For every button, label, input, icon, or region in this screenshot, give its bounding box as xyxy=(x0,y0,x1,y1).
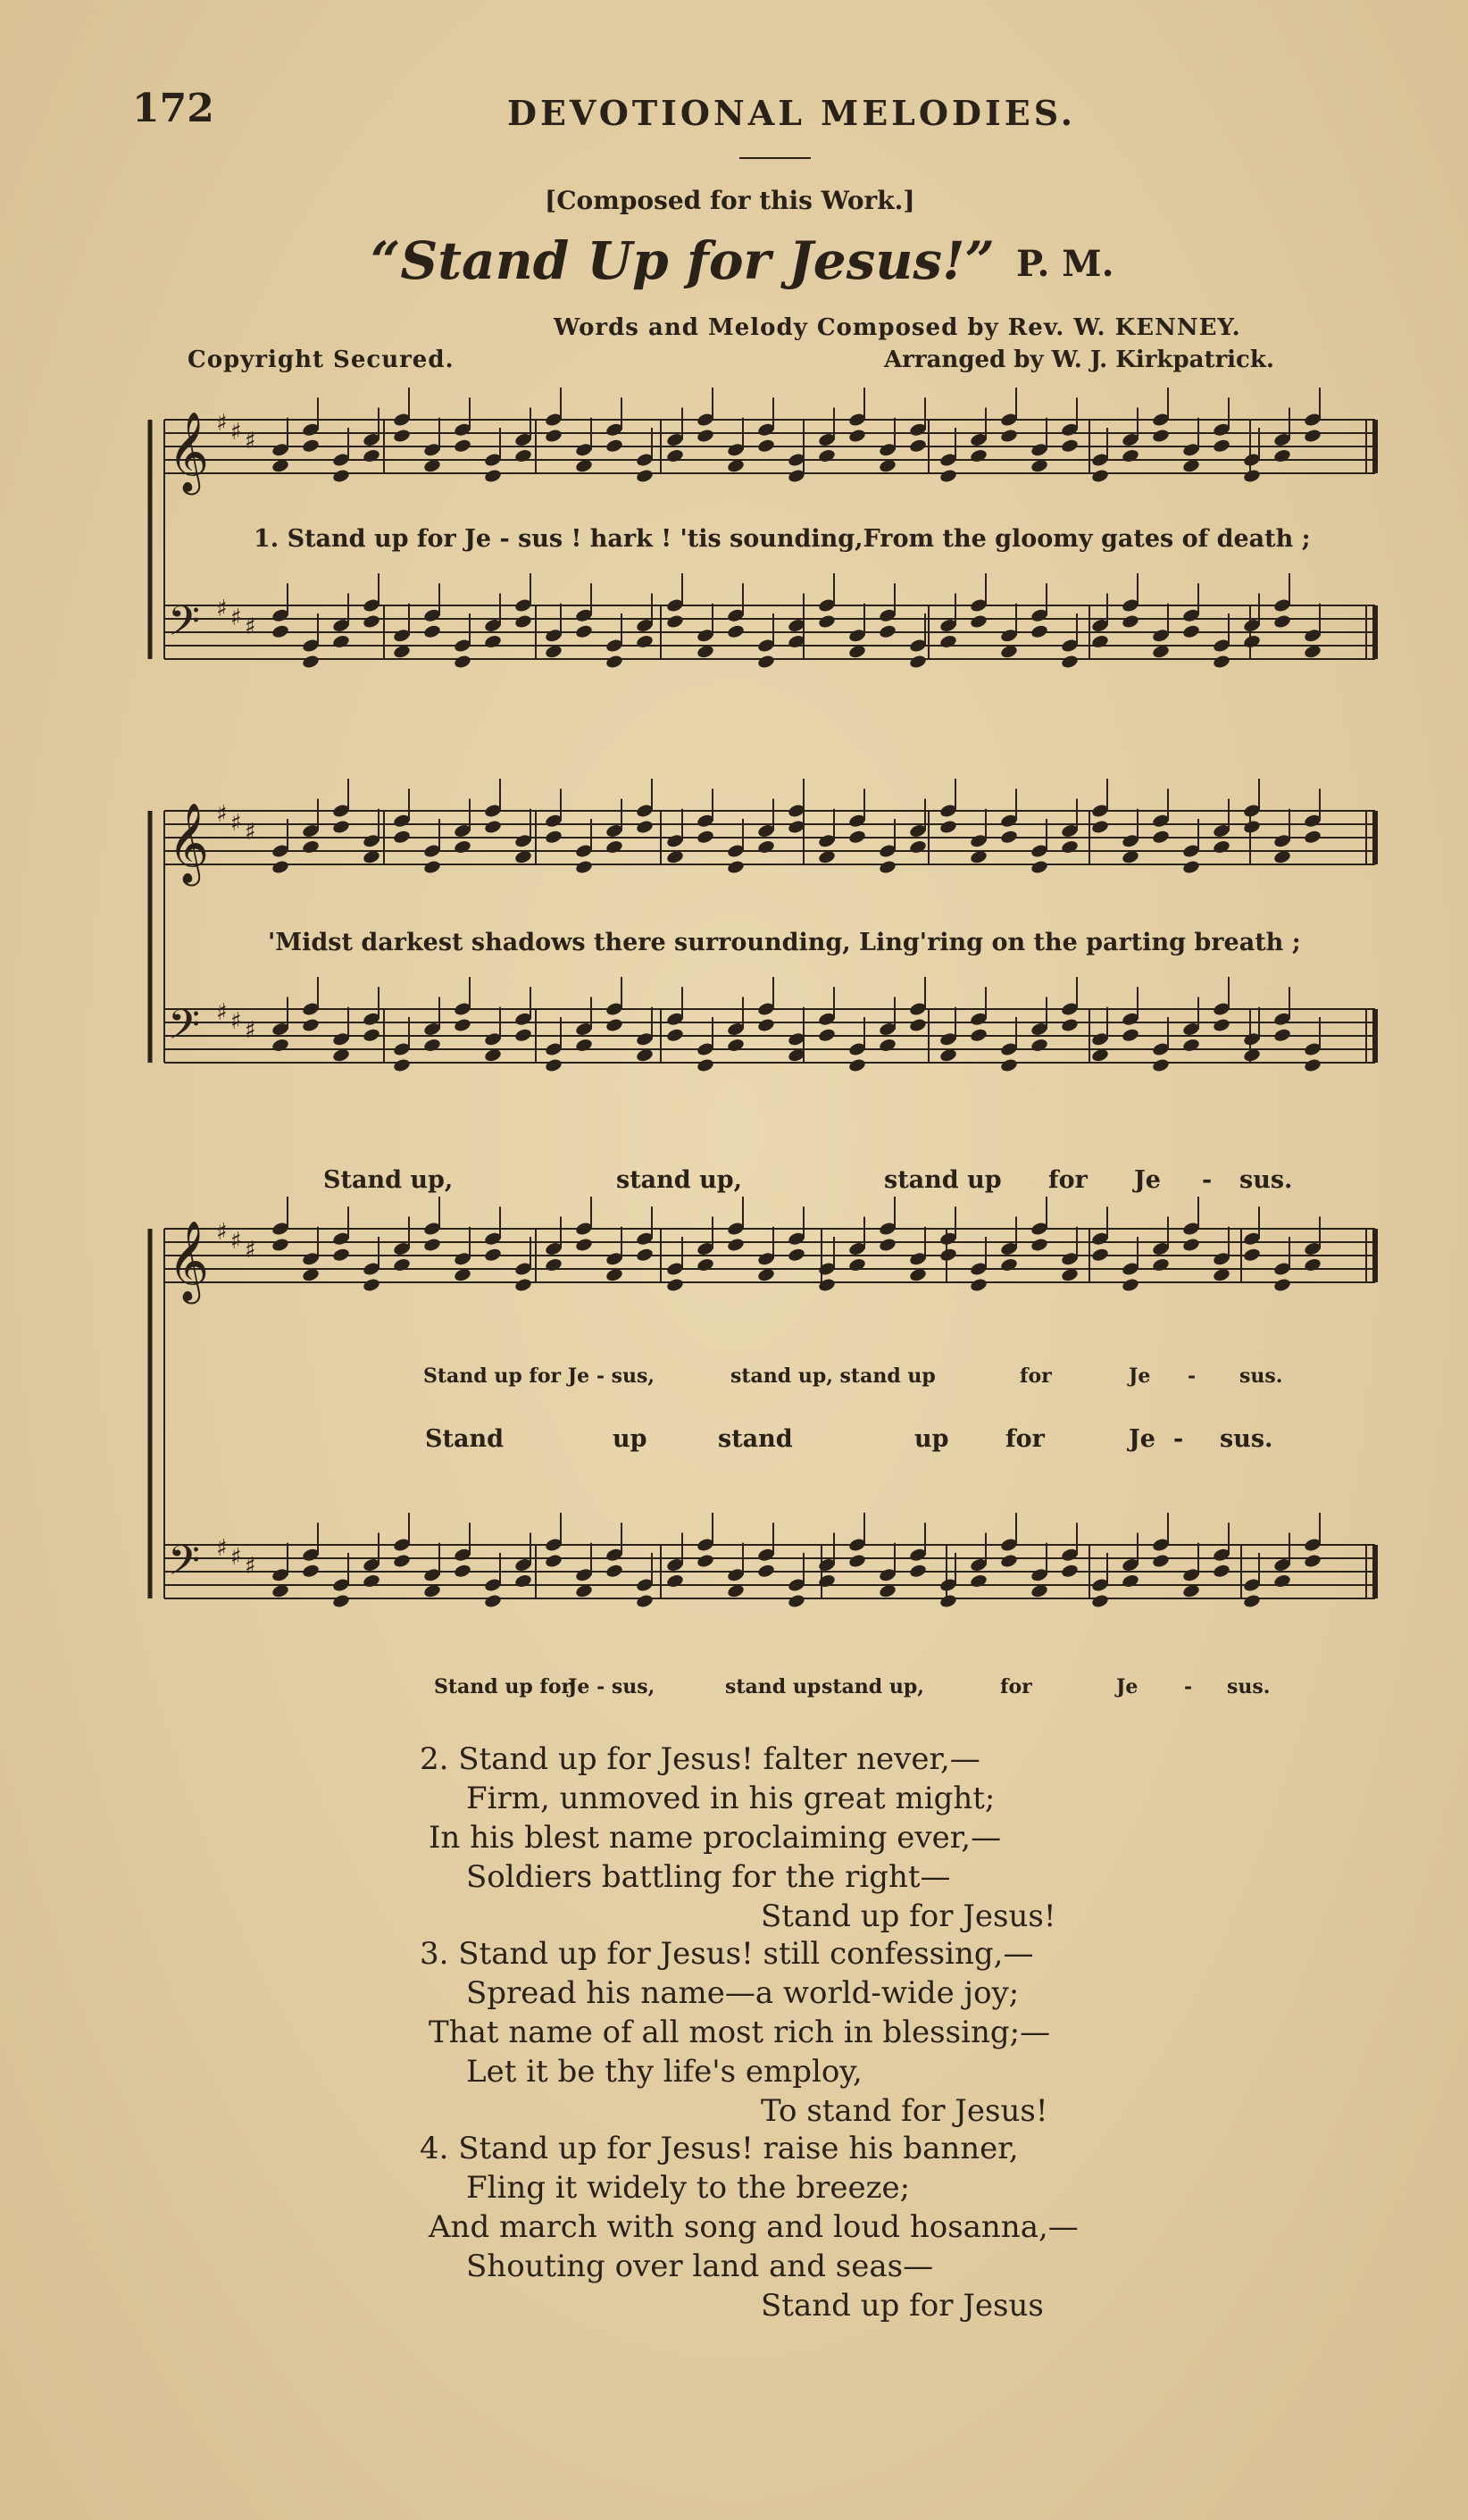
note-head xyxy=(544,1257,563,1273)
note-head xyxy=(1272,448,1291,463)
note-head xyxy=(1181,859,1200,874)
note-head xyxy=(1303,830,1322,845)
note-head xyxy=(847,1553,866,1568)
note-head xyxy=(1272,1028,1291,1043)
note-head xyxy=(665,1277,684,1292)
stanza-line: Soldiers battling for the right— xyxy=(466,1859,951,1895)
note-head xyxy=(1212,438,1230,454)
note-head xyxy=(1060,839,1079,855)
note-head xyxy=(696,830,714,845)
note-head xyxy=(1121,1573,1139,1589)
sys4-above-7: - xyxy=(1173,1425,1184,1453)
sharp-icon: ♯ xyxy=(230,605,242,631)
note-head xyxy=(787,1593,805,1608)
note-head xyxy=(635,1247,654,1263)
note-head xyxy=(362,448,380,463)
note-head xyxy=(999,1057,1018,1072)
sys3-above-3: stand up xyxy=(884,1166,1002,1194)
sys4-above-5: for xyxy=(1005,1425,1045,1453)
note-head xyxy=(999,830,1018,845)
note-head xyxy=(1303,1553,1322,1568)
meter: P. M. xyxy=(1016,243,1114,285)
stanza-line: To stand for Jesus! xyxy=(761,2093,1048,2129)
note-head xyxy=(696,1257,714,1273)
note-head xyxy=(635,468,654,483)
note-head xyxy=(362,1573,380,1589)
sys4-above-2: up xyxy=(613,1425,647,1453)
note-head xyxy=(453,438,471,454)
note-head xyxy=(908,438,927,454)
stanza-line: Spread his name—a world-wide joy; xyxy=(466,1975,1020,2011)
note-head xyxy=(1090,1247,1109,1263)
stanza-line: Stand up for Jesus xyxy=(761,2288,1044,2324)
note-head xyxy=(574,624,593,639)
note-head xyxy=(483,1247,502,1263)
note-head xyxy=(817,448,836,463)
note-head xyxy=(878,1038,897,1053)
note-head xyxy=(1151,1553,1170,1568)
note-head xyxy=(301,1564,320,1579)
note-head xyxy=(301,438,320,454)
hymn-title: “Stand Up for Jesus!” xyxy=(371,230,995,291)
sys3-above-4: for xyxy=(1048,1166,1088,1194)
note-head xyxy=(422,859,441,874)
note-head xyxy=(1060,1017,1079,1032)
stanza-line: 2. Stand up for Jesus! falter never,— xyxy=(420,1741,980,1777)
note-head xyxy=(544,1057,563,1072)
sys4-below-4: stand up, xyxy=(822,1675,924,1698)
note-head xyxy=(878,624,897,639)
note-head xyxy=(1242,819,1261,834)
note-head xyxy=(483,819,502,834)
sys3-above-1: Stand up, xyxy=(323,1166,454,1194)
sharp-icon: ♯ xyxy=(245,1553,256,1580)
note-head xyxy=(453,1017,471,1032)
note-head xyxy=(847,428,866,443)
note-head xyxy=(787,1247,805,1263)
note-head xyxy=(513,613,532,629)
treble-clef-icon: 𝄞 xyxy=(168,803,210,883)
sharp-icon: ♯ xyxy=(245,1237,256,1264)
note-head xyxy=(1030,1038,1048,1053)
note-head xyxy=(1060,654,1079,669)
note-head xyxy=(605,438,623,454)
note-head xyxy=(331,634,350,649)
stanza-line: Stand up for Jesus! xyxy=(761,1898,1056,1934)
note-head xyxy=(605,839,623,855)
composed-note: [Composed for this Work.] xyxy=(545,186,915,215)
note-head xyxy=(362,613,380,629)
note-head xyxy=(331,819,350,834)
bass-clef-icon: 𝄢 xyxy=(168,1537,201,1595)
note-head xyxy=(999,428,1018,443)
note-head xyxy=(1242,634,1261,649)
words-credit: Words and Melody Composed by Rev. W. KENNEY. xyxy=(554,314,1241,341)
note-head xyxy=(271,1038,289,1053)
note-head xyxy=(1151,428,1170,443)
note-head xyxy=(756,654,775,669)
note-head xyxy=(605,654,623,669)
note-head xyxy=(999,1553,1018,1568)
note-head xyxy=(635,634,654,649)
note-head xyxy=(908,839,927,855)
note-head xyxy=(908,1017,927,1032)
note-head xyxy=(1090,1593,1109,1608)
sharp-icon: ♯ xyxy=(230,1544,242,1571)
note-head xyxy=(362,1028,380,1043)
sharp-icon: ♯ xyxy=(245,428,256,455)
note-head xyxy=(301,839,320,855)
note-head xyxy=(1303,1057,1322,1072)
note-head xyxy=(696,1057,714,1072)
sys3-below-1: Stand up for Je - sus, xyxy=(423,1364,655,1388)
note-head xyxy=(908,1564,927,1579)
note-head xyxy=(453,654,471,669)
sys4-below-5: for xyxy=(1000,1675,1032,1698)
note-head xyxy=(1121,1028,1139,1043)
note-head xyxy=(1181,1038,1200,1053)
bass-clef-icon: 𝄢 xyxy=(168,1001,201,1059)
note-head xyxy=(1090,634,1109,649)
note-head xyxy=(817,1277,836,1292)
note-head xyxy=(301,1017,320,1032)
note-head xyxy=(483,468,502,483)
note-head xyxy=(1030,1237,1048,1252)
sharp-icon: ♯ xyxy=(230,810,242,837)
sys4-below-6: Je xyxy=(1116,1675,1139,1698)
note-head xyxy=(331,1593,350,1608)
note-head xyxy=(1242,1247,1261,1263)
note-head xyxy=(635,819,654,834)
note-head xyxy=(1212,1017,1230,1032)
note-head xyxy=(483,634,502,649)
note-head xyxy=(969,448,988,463)
note-head xyxy=(635,1593,654,1608)
note-head xyxy=(847,830,866,845)
note-head xyxy=(938,1593,957,1608)
note-head xyxy=(878,859,897,874)
note-head xyxy=(392,830,411,845)
note-head xyxy=(1060,438,1079,454)
note-head xyxy=(969,1277,988,1292)
stanza-line: 4. Stand up for Jesus! raise his banner, xyxy=(420,2131,1019,2166)
note-head xyxy=(453,839,471,855)
note-head xyxy=(938,468,957,483)
sharp-icon: ♯ xyxy=(245,613,256,640)
note-head xyxy=(422,1038,441,1053)
note-head xyxy=(1181,624,1200,639)
note-head xyxy=(696,1553,714,1568)
note-head xyxy=(756,1017,775,1032)
stanza-line: Shouting over land and seas— xyxy=(466,2249,934,2284)
note-head xyxy=(574,859,593,874)
note-head xyxy=(878,1237,897,1252)
note-head xyxy=(544,830,563,845)
note-head xyxy=(574,1237,593,1252)
note-head xyxy=(756,1564,775,1579)
arranged-credit: Arranged by W. J. Kirkpatrick. xyxy=(884,346,1274,373)
note-head xyxy=(1272,613,1291,629)
note-head xyxy=(665,1573,684,1589)
sys4-above-1: Stand xyxy=(425,1425,504,1453)
note-head xyxy=(938,634,957,649)
sharp-icon: ♯ xyxy=(245,1017,256,1044)
note-head xyxy=(513,1277,532,1292)
sharp-icon: ♯ xyxy=(216,596,228,622)
sharp-icon: ♯ xyxy=(245,819,256,846)
note-head xyxy=(756,438,775,454)
note-head xyxy=(453,1564,471,1579)
stanza-line: Let it be thy life's employ, xyxy=(466,2054,863,2090)
sharp-icon: ♯ xyxy=(216,999,228,1026)
sys4-above-8: sus. xyxy=(1220,1425,1273,1453)
sys3-below-4: Je xyxy=(1129,1364,1151,1388)
note-head xyxy=(544,1553,563,1568)
note-head xyxy=(422,1237,441,1252)
sharp-icon: ♯ xyxy=(230,1228,242,1255)
note-head xyxy=(1151,830,1170,845)
note-head xyxy=(1272,1277,1291,1292)
note-head xyxy=(1212,839,1230,855)
note-head xyxy=(605,1017,623,1032)
sys4-below-7: - xyxy=(1184,1675,1193,1698)
note-head xyxy=(696,428,714,443)
sys3-above-6: - xyxy=(1202,1166,1213,1194)
sys4-above-3: stand xyxy=(718,1425,793,1453)
note-head xyxy=(271,859,289,874)
note-head xyxy=(392,1553,411,1568)
note-head xyxy=(847,1057,866,1072)
note-head xyxy=(665,1028,684,1043)
note-head xyxy=(847,1257,866,1273)
sys4-below-1: Stand up for xyxy=(434,1675,572,1698)
running-title: DEVOTIONAL MELODIES. xyxy=(507,93,1077,133)
note-head xyxy=(1272,1573,1291,1589)
note-head xyxy=(969,1573,988,1589)
sys4-above-6: Je xyxy=(1129,1425,1155,1453)
sys3-below-2: stand up, stand up xyxy=(730,1364,936,1388)
sharp-icon: ♯ xyxy=(216,410,228,437)
note-head xyxy=(1181,1237,1200,1252)
note-head xyxy=(513,448,532,463)
note-head xyxy=(392,428,411,443)
note-head xyxy=(1151,1257,1170,1273)
note-head xyxy=(665,448,684,463)
note-head xyxy=(392,1057,411,1072)
bass-clef-icon: 𝄢 xyxy=(168,597,201,655)
sharp-icon: ♯ xyxy=(230,419,242,446)
sys3-below-3: for xyxy=(1020,1364,1052,1388)
note-head xyxy=(726,1237,745,1252)
note-head xyxy=(726,1038,745,1053)
note-head xyxy=(969,613,988,629)
note-head xyxy=(665,613,684,629)
note-head xyxy=(513,1028,532,1043)
note-head xyxy=(1030,859,1048,874)
stanza-line: That name of all most rich in blessing;— xyxy=(429,2015,1051,2050)
sys3-below-6: sus. xyxy=(1239,1364,1283,1388)
sys3-above-5: Je xyxy=(1134,1166,1161,1194)
note-head xyxy=(1242,468,1261,483)
note-head xyxy=(605,1564,623,1579)
stanza-line: In his blest name proclaiming ever,— xyxy=(429,1820,1002,1856)
note-head xyxy=(1303,428,1322,443)
sys4-above-4: up xyxy=(914,1425,949,1453)
note-head xyxy=(422,624,441,639)
note-head xyxy=(1151,1057,1170,1072)
system1-lyric: 1. Stand up for Je - sus ! hark ! 'tis sounding,From the gloomy gates of death ; xyxy=(254,525,1311,553)
note-head xyxy=(331,468,350,483)
sys4-below-2: Je - sus, xyxy=(568,1675,655,1698)
note-head xyxy=(1212,1564,1230,1579)
sharp-icon: ♯ xyxy=(216,1219,228,1246)
note-head xyxy=(817,613,836,629)
page-number: 172 xyxy=(132,86,214,131)
note-head xyxy=(726,859,745,874)
note-head xyxy=(1212,654,1230,669)
note-head xyxy=(938,1247,957,1263)
note-head xyxy=(271,1237,289,1252)
note-head xyxy=(726,624,745,639)
note-head xyxy=(1090,819,1109,834)
note-head xyxy=(938,819,957,834)
treble-clef-icon: 𝄞 xyxy=(168,1221,210,1301)
stanza-line: 3. Stand up for Jesus! still confessing,— xyxy=(420,1936,1034,1972)
sys4-below-3: stand up xyxy=(725,1675,822,1698)
note-head xyxy=(969,1028,988,1043)
note-head xyxy=(1121,448,1139,463)
note-head xyxy=(1090,468,1109,483)
stanza-2 xyxy=(420,1740,1056,1936)
note-head xyxy=(574,1038,593,1053)
note-head xyxy=(817,1573,836,1589)
note-head xyxy=(908,654,927,669)
note-head xyxy=(331,1247,350,1263)
sharp-icon: ♯ xyxy=(230,1008,242,1035)
sys3-above-2: stand up, xyxy=(616,1166,742,1194)
note-head xyxy=(1121,1277,1139,1292)
treble-clef-icon: 𝄞 xyxy=(168,412,210,492)
note-head xyxy=(756,839,775,855)
note-head xyxy=(999,1257,1018,1273)
copyright: Copyright Secured. xyxy=(188,346,455,373)
note-head xyxy=(1060,1564,1079,1579)
sys4-below-8: sus. xyxy=(1227,1675,1271,1698)
system2-lyric: 'Midst darkest shadows there surrounding, Ling'ring on the parting breath ; xyxy=(268,929,1301,956)
note-head xyxy=(483,1593,502,1608)
note-head xyxy=(271,624,289,639)
stanza-3 xyxy=(420,1934,1050,2131)
note-head xyxy=(817,1028,836,1043)
stanza-line: Fling it widely to the breeze; xyxy=(466,2170,911,2206)
note-head xyxy=(1242,1593,1261,1608)
note-head xyxy=(1121,613,1139,629)
note-head xyxy=(392,1257,411,1273)
sys3-above-7: sus. xyxy=(1239,1166,1293,1194)
stanza-line: Firm, unmoved in his great might; xyxy=(466,1781,996,1816)
sharp-icon: ♯ xyxy=(216,801,228,828)
note-head xyxy=(301,654,320,669)
note-head xyxy=(513,1573,532,1589)
sys3-below-5: - xyxy=(1188,1364,1197,1388)
stanza-4 xyxy=(420,2129,1079,2325)
note-head xyxy=(362,1277,380,1292)
note-head xyxy=(1303,1257,1322,1273)
sharp-icon: ♯ xyxy=(216,1535,228,1562)
note-head xyxy=(1030,624,1048,639)
stanza-line: And march with song and loud hosanna,— xyxy=(429,2209,1079,2245)
note-head xyxy=(544,428,563,443)
